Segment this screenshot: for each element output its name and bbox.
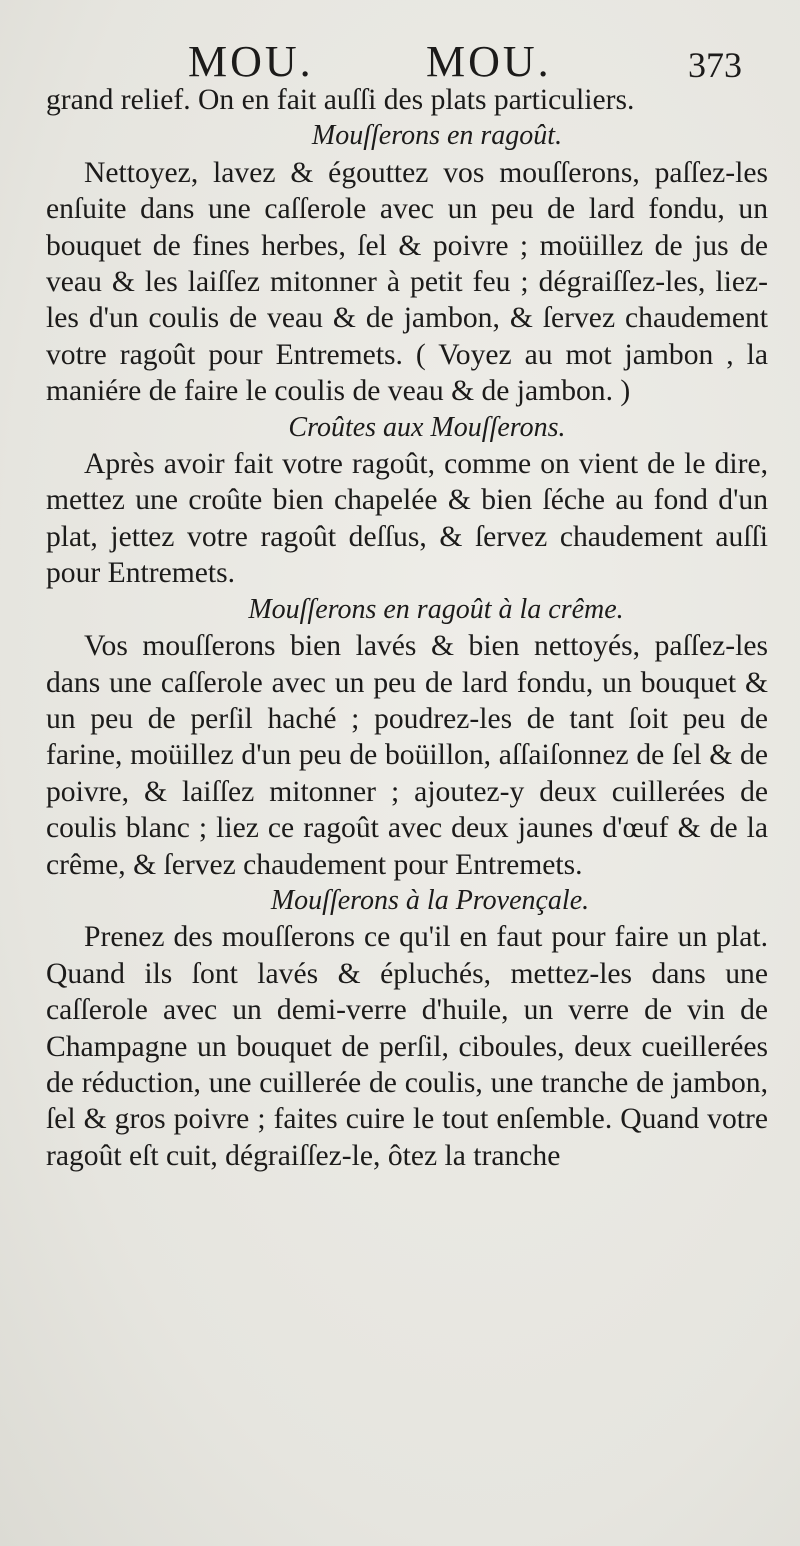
recipe-text-provencale: Prenez des mouſſerons ce qu'il en faut pour faire un plat. Quand ils ſont lavés & épluchés, mettez-les dans une caſſerole avec un demi-verre d'huile, un verre de vin de Champagne un bouquet de perſil, ciboules, deux cueillerées de réduction, une cuillerée de coulis, une tranche de jambon, ſel & gros poivre ; faites cuire le tout enſemble. Quand votre ragoût eſt cuit, dégraiſſez-le, ôtez la tranche [46, 921, 768, 1172]
recipe-text-croutes: Après avoir fait votre ragoût, comme on vient de le dire, mettez une croûte bien chapelée & bien ſéche au fond d'un plat, jettez votre ragoût deſſus, & ſervez chaudement auſſi pour Entremets. [46, 448, 768, 590]
continuation-text: grand relief. On en fait auſſi des plats particuliers. [46, 84, 635, 116]
page-number: 373 [688, 45, 742, 85]
recipe-heading-ragout: Mouſſerons en ragoût. [311, 120, 563, 152]
recipe-text-creme: Vos mouſſerons bien lavés & bien nettoyés, paſſez-les dans une caſſerole avec un peu de lard fondu, un bouquet & un peu de perſil haché ; poudrez-les de tant ſoit peu de farine, moüillez d'un peu de boüillon, aſſaiſonnez de ſel & de poivre, & laiſſez mitonner ; ajoutez-y deux cuillerées de coulis blanc ; liez ce ragoût avec deux jaunes d'œuf & de la crême, & ſervez chaudement pour Entremets. [46, 630, 768, 881]
header-left: MOU. [188, 37, 314, 86]
recipe-heading-creme: Mouſſerons en ragoût à la crême. [248, 593, 624, 625]
recipe-heading-provencale: Mouſſerons à la Provençale. [270, 884, 590, 916]
page-body [46, 82, 768, 1174]
recipe-text-ragout: Nettoyez, lavez & égouttez vos mouſſerons, paſſez-les enſuite dans une caſſerole avec un peu de lard fondu, un bouquet de fines herbes, ſel & poivre ; moüillez de jus de veau & les laiſſez mitonner à petit feu ; dégraiſſez-les, liez-les d'un coulis de veau & de jambon, & ſervez chaudement votre ragoût pour Entremets. ( Voyez au mot jambon , la maniére de faire le coulis de veau & de jambon. ) [46, 156, 768, 408]
recipe-heading-croutes: Croûtes aux Mouſſerons. [288, 411, 566, 443]
header-right: MOU. [426, 37, 552, 86]
